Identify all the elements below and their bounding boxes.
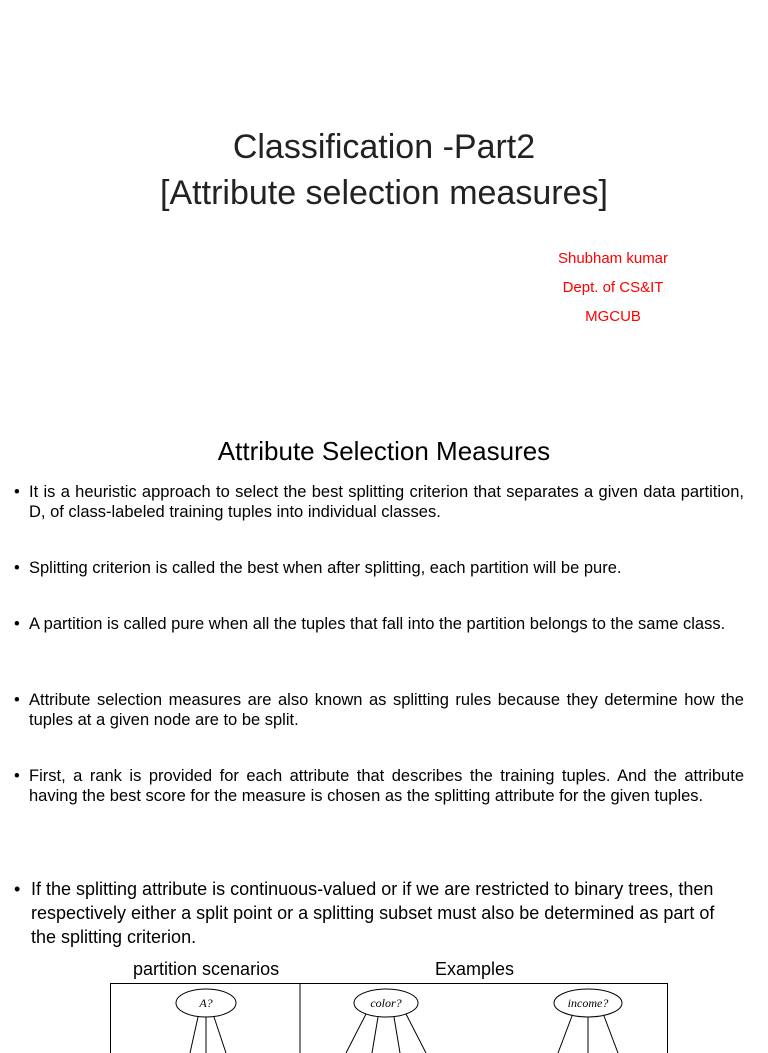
bullet-dot-icon: • <box>14 766 28 786</box>
bullet-item <box>14 558 744 578</box>
bullet-text: Splitting criterion is called the best when after splitting, each partition will be pure. <box>29 558 744 578</box>
tree-node-income <box>554 989 622 1053</box>
bullet-text: If the splitting attribute is continuous-valued or if we are restricted to binary trees, then respectively either a split point or a splitting subset must also be determined as part of the splitting criterion. <box>31 877 734 949</box>
bullet-item <box>14 877 734 949</box>
table-header-scenarios: partition scenarios <box>133 959 279 980</box>
bullet-item <box>14 690 744 730</box>
partition-diagram-svg <box>110 983 668 1053</box>
bullet-item <box>14 482 744 522</box>
tree-node-a <box>176 989 236 1053</box>
author-dept: Dept. of CS&IT <box>520 279 706 296</box>
author-university: MGCUB <box>520 308 706 325</box>
bullet-text: It is a heuristic approach to select the best splitting criterion that separates a given data partition, D, of class-labeled training tuples into individual classes. <box>29 482 744 522</box>
slide-title-line2: [Attribute selection measures] <box>0 170 768 216</box>
node-label: income? <box>568 996 609 1010</box>
bullet-dot-icon: • <box>14 690 28 710</box>
bullet-item <box>14 614 744 634</box>
bullet-dot-icon: • <box>14 614 28 634</box>
title-slide <box>0 0 768 420</box>
slide-title-line1: Classification -Part2 <box>0 124 768 170</box>
table-header-examples: Examples <box>435 959 514 980</box>
bullet-text: A partition is called pure when all the tuples that fall into the partition belongs to the same class. <box>29 614 744 634</box>
section-heading: Attribute Selection Measures <box>0 436 768 467</box>
node-label: color? <box>370 996 401 1010</box>
bullet-text: First, a rank is provided for each attribute that describes the training tuples. And the attribute having the best score for the measure is chosen as the splitting attribute for the given tuples. <box>29 766 744 806</box>
node-label: A? <box>198 996 212 1010</box>
tree-node-color <box>346 989 426 1053</box>
bullet-dot-icon: • <box>14 482 28 502</box>
bullet-dot-icon: • <box>14 877 28 901</box>
partition-diagram <box>110 983 668 1053</box>
bullet-item <box>14 766 744 806</box>
bullet-text: Attribute selection measures are also known as splitting rules because they determine how the tuples at a given node are to be split. <box>29 690 744 730</box>
content-slide <box>0 420 768 1024</box>
author-name: Shubham kumar <box>520 250 706 267</box>
bullet-dot-icon: • <box>14 558 28 578</box>
